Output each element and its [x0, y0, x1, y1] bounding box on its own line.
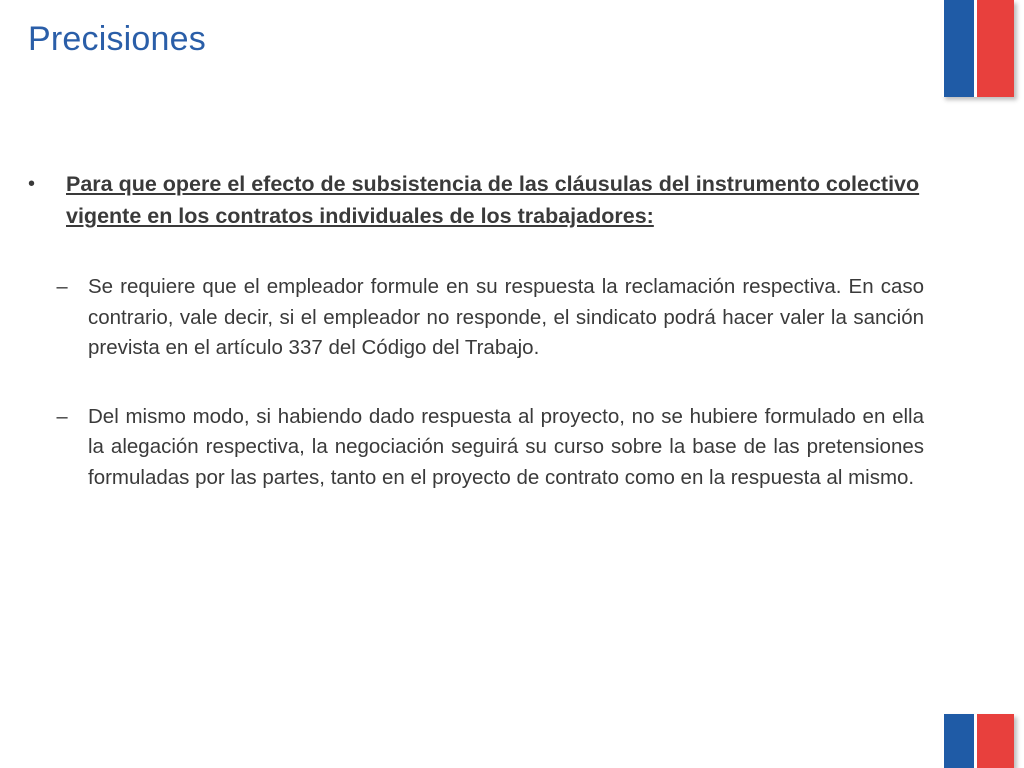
slide-title: Precisiones [28, 20, 206, 58]
sub-text: Del mismo modo, si habiendo dado respuesta al proyecto, no se hubiere formulado en ella la alegación respectiva, la negociación seguirá su curso sobre la base de las pretensiones formuladas por las partes, tanto en el proyecto de contrato como en la respuesta al mismo. [88, 404, 924, 489]
flag-blue-bar [942, 0, 975, 97]
sub-item [58, 402, 924, 494]
flag-blue-bar [942, 714, 975, 768]
sub-marker: – [56, 276, 68, 298]
sub-item [58, 272, 924, 364]
sub-text: Se requiere que el empleador formule en su respuesta la reclamación respectiva. En caso contrario, vale decir, si el empleador no responde, el sindicato podrá hacer valer la sanción prevista en el artículo 337 del Código del Trabajo. [88, 275, 924, 359]
flag-red-bar [975, 714, 1014, 768]
slide-content [28, 168, 924, 493]
sub-marker: – [56, 405, 68, 428]
bullet-marker: • [28, 173, 36, 195]
bullet-text: Para que opere el efecto de subsistencia de las cláusulas del instrumento colectivo vigente en los contratos individuales de los trabajadores: [66, 172, 920, 228]
flag-ornament-bottom [942, 714, 1014, 768]
bullet-item [28, 168, 924, 232]
flag-ornament-top [942, 0, 1014, 97]
flag-red-bar [975, 0, 1014, 97]
